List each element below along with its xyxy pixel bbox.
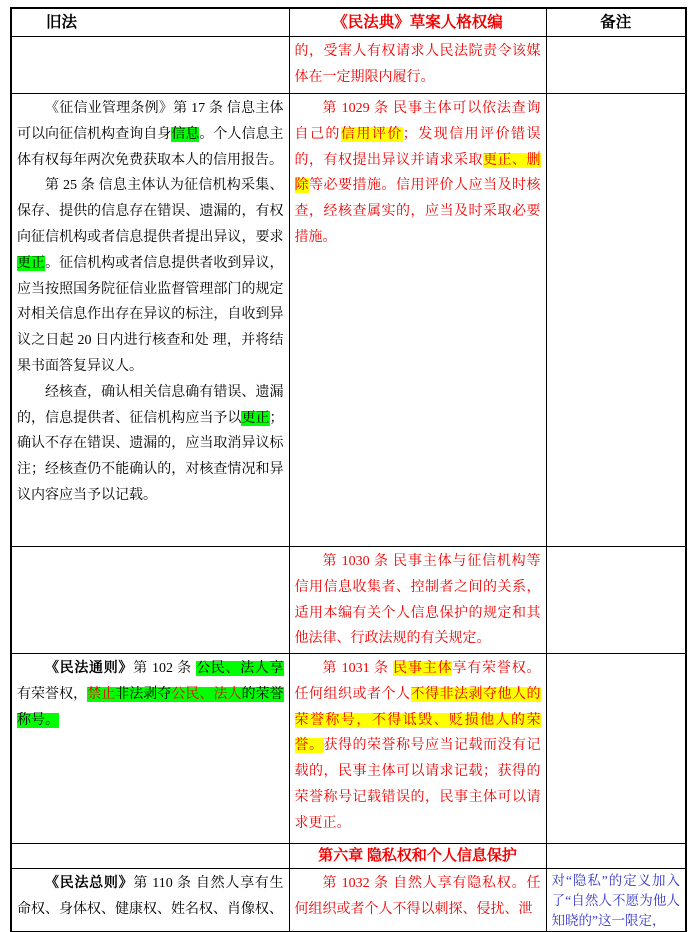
paragraph [295,846,541,867]
text-run: 。征信机构或者信息提供者收到异议，应当按照国务院征信业监督管理部门的规定对相关信息作出存在异议的标注，自收到异议之日起 20 日内进行核查和处 理，并将结果书面答复异议人。 [17,255,284,374]
text-run: ；发现信用评价错误的，有权提出异议并请求采取 [294,126,541,168]
cell-old-law [11,844,289,869]
cell-draft [289,654,546,844]
text-run: 经核查，确认相关信息确有错误、遗漏的，信息提供者、征信机构应当予以 [17,384,284,426]
text-run: 《民法总则》 [45,876,134,891]
text-run: 享有荣誉权。任何组织或者个人 [294,661,541,702]
text-run: 第 25 条 信息主体认为征信机构采集、保存、提供的信息存在错误、遗漏的，有权向征信机构或者信息提供者提出异议，要求 [17,178,284,245]
header-row [11,8,686,37]
cell-old-law [11,94,289,547]
cell-draft [289,547,546,654]
text-run: 第 110 条 自然人享有生命权、身体权、健康权、姓名权、肖像权、 [17,876,284,917]
text-run: 《民法通则》 [45,661,134,676]
paragraph [17,96,284,173]
text-run: 的，受害人有权请求人民法院责令该媒体在一定期限内履行。 [294,44,541,85]
cell-notes [546,844,686,869]
text-run: 非法剥夺 [115,686,172,702]
paragraph [17,656,284,733]
header-old-law: 旧法 [11,8,289,37]
row-article-1030 [11,547,686,654]
cell-draft [289,844,546,869]
text-run: 对“隐私”的定义加入了“自然人不愿为他人知晓的”这一限定， [551,873,680,928]
text-run: 禁止 [87,686,116,702]
cell-old-law [11,654,289,844]
text-run: ；确认不存在错误、遗漏的，应当取消异议标注；经核查仍不能确认的，对核查情况和异议内容应当予以记载。 [17,410,284,503]
paragraph [295,871,541,923]
text-run: 不得非法剥夺他人的荣誉称号，不得诋毁、贬损他人的荣誉。 [294,686,541,754]
header-notes: 备注 [546,8,686,37]
header-draft-chapter: 《民法典》草案人格权编 [289,8,546,37]
text-run: 。个人信息主体有权每年两次免费获取本人的信用报告。 [17,126,284,168]
paragraph [552,871,681,931]
cell-draft [289,94,546,547]
text-run: 更正 [17,255,46,271]
text-run: 第 1029 条 民事主体可以依法查询自己的 [294,101,541,142]
text-run: 获得的荣誉称号应当记载而没有记载的，民事主体可以请求记载；获得的荣誉称号记载错误的，民事主体可以请求更正。 [294,738,541,831]
text-run: 民事主体 [393,661,453,676]
text-run: 第 1031 条 [322,661,394,676]
paragraph [17,173,284,379]
cell-old-law [11,37,289,94]
paragraph [295,656,541,837]
paragraph [295,39,541,91]
row-chapter-six-heading [11,844,686,869]
text-run: 公民、法人 [171,686,242,702]
cell-notes [546,37,686,94]
text-run: 第六章 隐私权和个人信息保护 [318,848,517,864]
cell-draft [289,37,546,94]
cell-draft [289,869,546,932]
text-run: 等必要措施。信用评价人应当及时核查，经核查属实的，应当及时采取必要措施。 [294,178,541,245]
cell-old-law [11,869,289,932]
row-credit-regulation [11,94,686,547]
text-run: 信用评价 [340,126,403,142]
text-run: 有荣誉权， [17,686,88,702]
cell-notes [546,547,686,654]
cell-notes [546,94,686,547]
text-run: 的荣誉称号。 [17,686,284,728]
text-run: 更正 [241,410,270,426]
text-run: 信息 [171,126,200,142]
paragraph [17,871,284,923]
law-comparison-table [10,7,687,932]
text-run: 更正、删除 [294,152,541,194]
row-honor-right [11,654,686,844]
text-run: 第 102 条 [133,661,197,676]
text-run: 公民、法人享 [196,661,284,676]
cell-old-law [11,547,289,654]
paragraph [295,549,541,652]
paragraph [295,96,541,251]
paragraph [17,380,284,509]
cell-notes [546,869,686,932]
cell-notes [546,654,686,844]
text-run: 《征信业管理条例》第 17 条 信息主体可以向征信机构查询自身 [17,101,284,142]
text-run: 第 1030 条 民事主体与征信机构等信用信息收集者、控制者之间的关系，适用本编有关个人信息保护的规定和其他法律、行政法规的有关规定。 [294,554,541,647]
text-run: 第 1032 条 自然人享有隐私权。任何组织或者个人不得以刺探、侵扰、泄 [294,876,541,917]
row-continuation [11,37,686,94]
row-privacy-right [11,869,686,932]
